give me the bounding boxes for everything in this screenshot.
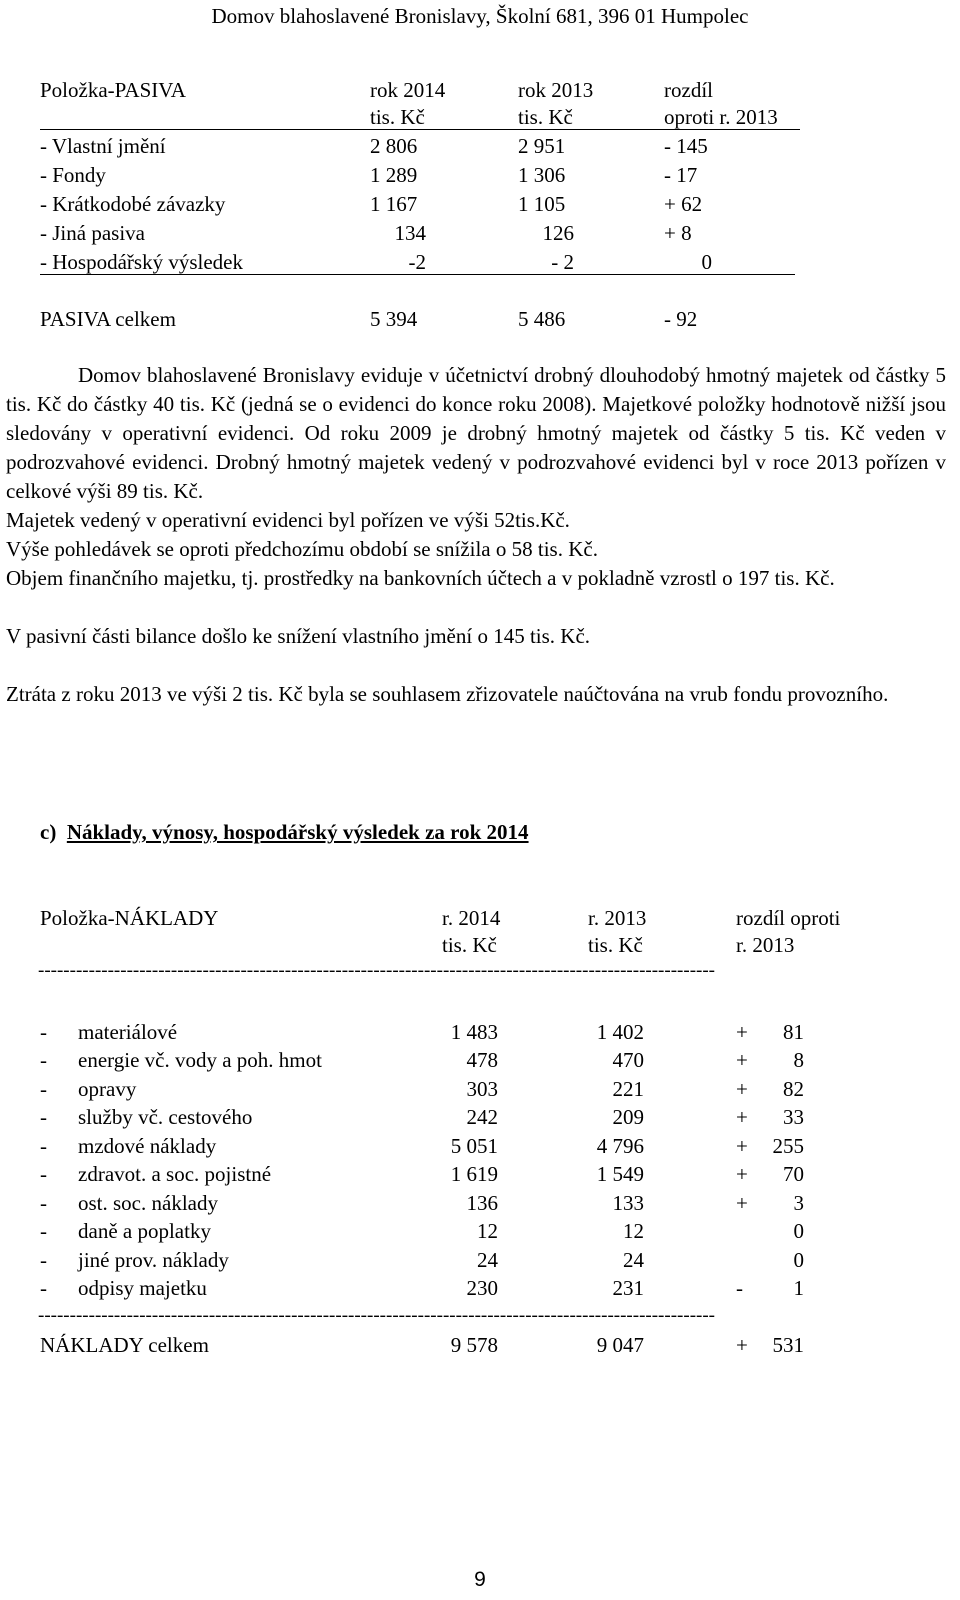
- row-2013: 1 549: [596, 1162, 644, 1186]
- row-sign: +: [736, 1191, 748, 1215]
- row-dash: -: [40, 1077, 47, 1101]
- pasiva-head-2014-line1: rok 2014: [370, 78, 446, 102]
- row-diff: 3: [793, 1191, 804, 1215]
- naklady-separator-bottom: -----------------------------------------------------------------------------------------------------------: [38, 1306, 716, 1326]
- row-dash: -: [40, 1219, 47, 1243]
- row-label: zdravot. a soc. pojistné: [78, 1162, 272, 1186]
- page-number: 9: [474, 1568, 486, 1591]
- row-diff: 0: [793, 1219, 804, 1243]
- row-label: odpisy majetku: [78, 1276, 207, 1300]
- naklady-head-2013-line1: r. 2013: [588, 906, 647, 930]
- row-2014: 1 483: [450, 1020, 498, 1044]
- row-sign: +: [736, 1105, 748, 1129]
- pasiva-head-diff-line2: oproti r. 2013: [664, 105, 778, 129]
- section-title: [40, 820, 529, 844]
- row-diff: - 145: [664, 134, 708, 158]
- row-diff: 0: [701, 250, 712, 274]
- row-2013: 221: [612, 1077, 644, 1101]
- pasiva-head-rule: [40, 129, 800, 130]
- row-diff: 81: [783, 1020, 804, 1044]
- row-label: energie vč. vody a poh. hmot: [78, 1048, 322, 1072]
- row-2014: 230: [466, 1276, 498, 1300]
- row-dash: -: [40, 1134, 47, 1158]
- row-label: mzdové náklady: [78, 1134, 217, 1158]
- row-dash: -: [40, 1105, 47, 1129]
- row-diff: + 8: [664, 221, 692, 245]
- row-diff: 70: [783, 1162, 804, 1186]
- total-label: PASIVA celkem: [40, 307, 176, 331]
- pasiva-head-diff-line1: rozdíl: [664, 78, 713, 102]
- row-diff: - 17: [664, 163, 698, 187]
- row-label: - Vlastní jmění: [40, 134, 166, 158]
- row-2013: 133: [612, 1191, 644, 1215]
- row-2013: 4 796: [596, 1134, 644, 1158]
- row-2013: 1 402: [596, 1020, 644, 1044]
- row-dash: -: [40, 1248, 47, 1272]
- row-diff: 8: [793, 1048, 804, 1072]
- total-sign: +: [736, 1333, 748, 1357]
- row-2014: 2 806: [370, 134, 418, 158]
- row-diff: 82: [783, 1077, 804, 1101]
- row-sign: -: [736, 1276, 743, 1300]
- total-2013: 5 486: [518, 307, 566, 331]
- page-header: Domov blahoslavené Bronislavy, Školní 681, 396 01 Humpolec: [211, 4, 749, 28]
- paragraph-pohledavky: Výše pohledávek se oproti předchozímu období se snížila o 58 tis. Kč.: [6, 537, 598, 561]
- row-2014: -2: [408, 250, 426, 274]
- row-2013: 1 306: [518, 163, 566, 187]
- row-label: služby vč. cestového: [78, 1105, 253, 1129]
- section-prefix: c): [40, 820, 57, 844]
- row-label: daně a poplatky: [78, 1219, 211, 1243]
- row-dash: -: [40, 1276, 47, 1300]
- row-sign: +: [736, 1048, 748, 1072]
- total-label: NÁKLADY celkem: [40, 1333, 209, 1357]
- pasiva-head-2013-line2: tis. Kč: [518, 105, 573, 129]
- row-2014: 5 051: [450, 1134, 498, 1158]
- paragraph-vlastni-jmeni: V pasivní části bilance došlo ke snížení vlastního jmění o 145 tis. Kč.: [6, 624, 591, 648]
- pasiva-head-2014-line2: tis. Kč: [370, 105, 425, 129]
- row-diff: 0: [793, 1248, 804, 1272]
- total-2013: 9 047: [596, 1333, 644, 1357]
- naklady-head-label: Položka-NÁKLADY: [40, 906, 219, 930]
- naklady-head-2014-line1: r. 2014: [442, 906, 501, 930]
- text-block: [6, 361, 946, 709]
- row-2013: 231: [612, 1276, 644, 1300]
- row-dash: -: [40, 1048, 47, 1072]
- total-2014: 5 394: [370, 307, 418, 331]
- row-2013: 470: [612, 1048, 644, 1072]
- row-2013: 126: [542, 221, 574, 245]
- pasiva-head-2013-line1: rok 2013: [518, 78, 594, 102]
- row-2013: 12: [623, 1219, 644, 1243]
- row-label: materiálové: [78, 1020, 178, 1044]
- row-diff: 1: [793, 1276, 804, 1300]
- row-sign: +: [736, 1134, 748, 1158]
- total-diff: - 92: [664, 307, 698, 331]
- row-2013: 1 105: [518, 192, 566, 216]
- total-diff: 531: [772, 1333, 804, 1357]
- naklady-head-2014-line2: tis. Kč: [442, 933, 497, 957]
- row-diff: + 62: [664, 192, 703, 216]
- row-sign: +: [736, 1020, 748, 1044]
- paragraph-ztrata: Ztráta z roku 2013 ve výši 2 tis. Kč byla se souhlasem zřizovatele naúčtována na vrub fondu provozního.: [6, 682, 889, 706]
- row-diff: 255: [772, 1134, 804, 1158]
- row-2014: 136: [466, 1191, 498, 1215]
- total-2014: 9 578: [450, 1333, 498, 1357]
- row-label: - Hospodářský výsledek: [40, 250, 243, 274]
- row-2014: 134: [394, 221, 426, 245]
- paragraph-financni: Objem finančního majetku, tj. prostředky na bankovních účtech a v pokladně vzrostl o 197 tis. Kč.: [6, 566, 835, 590]
- section-heading: Náklady, výnosy, hospodářský výsledek za rok 2014: [66, 820, 529, 844]
- row-2014: 1 289: [370, 163, 418, 187]
- row-label: - Jiná pasiva: [40, 221, 145, 245]
- row-dash: -: [40, 1162, 47, 1186]
- row-sign: +: [736, 1162, 748, 1186]
- row-2014: 1 619: [450, 1162, 498, 1186]
- row-label: - Krátkodobé závazky: [40, 192, 226, 216]
- row-label: - Fondy: [40, 163, 106, 187]
- row-2014: 242: [466, 1105, 498, 1129]
- row-2014: 12: [477, 1219, 498, 1243]
- row-label: jiné prov. náklady: [78, 1248, 229, 1272]
- row-sign: +: [736, 1077, 748, 1101]
- row-2013: 2 951: [518, 134, 566, 158]
- row-dash: -: [40, 1020, 47, 1044]
- naklady-separator-top: -----------------------------------------------------------------------------------------------------------: [38, 961, 716, 981]
- naklady-head-diff-line2: r. 2013: [736, 933, 795, 957]
- row-label: ost. soc. náklady: [78, 1191, 218, 1215]
- paragraph-operativni: Majetek vedený v operativní evidenci byl pořízen ve výši 52tis.Kč.: [6, 508, 570, 532]
- row-2013: 209: [612, 1105, 644, 1129]
- row-2014: 1 167: [370, 192, 418, 216]
- row-label: opravy: [78, 1077, 137, 1101]
- row-2013: - 2: [551, 250, 574, 274]
- pasiva-head-label: Položka-PASIVA: [40, 78, 186, 102]
- row-2014: 478: [466, 1048, 498, 1072]
- row-diff: 33: [783, 1105, 804, 1129]
- naklady-head-2013-line2: tis. Kč: [588, 933, 643, 957]
- paragraph-dhm: Domov blahoslavené Bronislavy eviduje v účetnictví drobný dlouhodobý hmotný majetek od částky 5 tis. Kč do částky 40 tis. Kč (jedná se o evidenci do konce roku 2008). Majetkové položky hodnotově nižší jsou sledovány v operativní evidenci. Od roku 2009 je drobný hmotný majetek od částky 5 tis. Kč veden v podrozvahové evidenci. Drobný hmotný majetek vedený v podrozvahové evidenci byl v roce 2013 pořízen v celkové výši 89 tis. Kč.: [6, 363, 946, 503]
- row-2013: 24: [623, 1248, 644, 1272]
- row-dash: -: [40, 1191, 47, 1215]
- naklady-head-diff-line1: rozdíl oproti: [736, 906, 841, 930]
- row-2014: 24: [477, 1248, 498, 1272]
- pasiva-total-rule: [40, 274, 795, 275]
- row-2014: 303: [466, 1077, 498, 1101]
